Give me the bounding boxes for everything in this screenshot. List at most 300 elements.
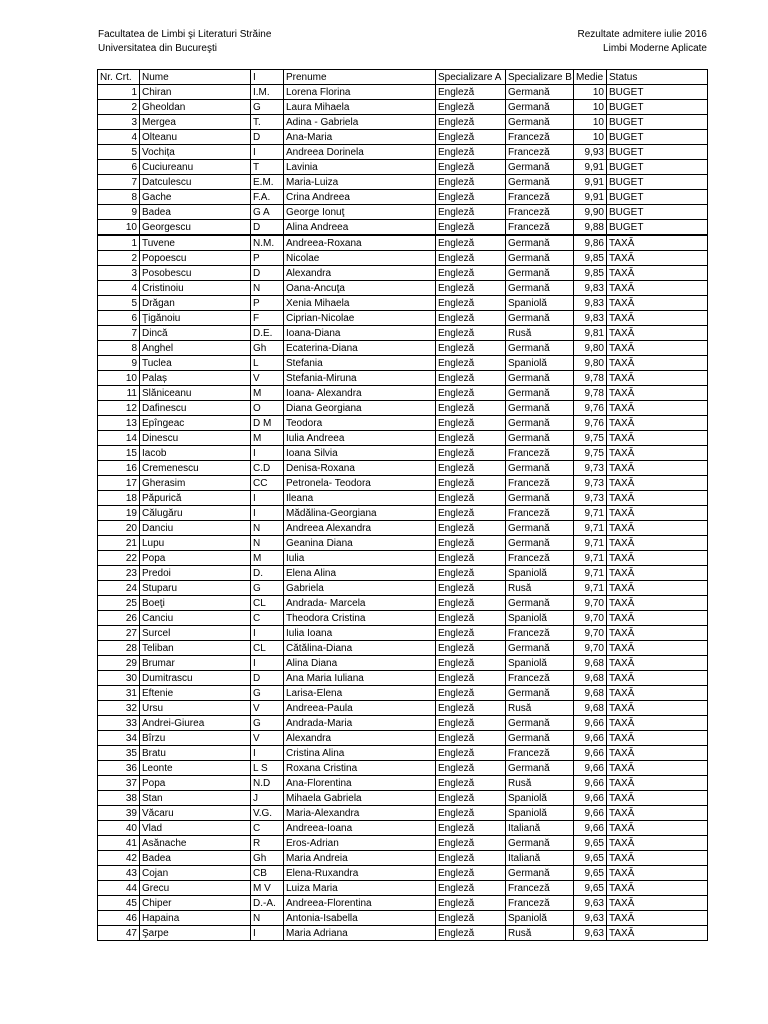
row-number-cell: 41: [98, 836, 140, 851]
status-cell: TAXĂ: [607, 701, 708, 716]
initial-cell: R: [251, 836, 284, 851]
column-header: Nr. Crt.: [98, 70, 140, 85]
specialization-b-cell: Spaniolă: [506, 656, 574, 671]
initial-cell: N: [251, 536, 284, 551]
last-name-cell: Dinescu: [140, 431, 251, 446]
row-number-cell: 42: [98, 851, 140, 866]
row-number-cell: 18: [98, 491, 140, 506]
specialization-a-cell: Engleză: [436, 791, 506, 806]
first-name-cell: Stefania-Miruna: [284, 371, 436, 386]
initial-cell: E.M.: [251, 175, 284, 190]
status-cell: TAXĂ: [607, 581, 708, 596]
specialization-a-cell: Engleză: [436, 476, 506, 491]
status-cell: TAXĂ: [607, 356, 708, 371]
specialization-a-cell: Engleză: [436, 461, 506, 476]
first-name-cell: Iulia Andreea: [284, 431, 436, 446]
table-row: [98, 491, 708, 506]
specialization-b-cell: Germană: [506, 281, 574, 296]
status-cell: BUGET: [607, 85, 708, 100]
first-name-cell: Andreea Alexandra: [284, 521, 436, 536]
last-name-cell: Boeţi: [140, 596, 251, 611]
initial-cell: D: [251, 266, 284, 281]
average-grade-cell: 9,70: [574, 626, 607, 641]
row-number-cell: 20: [98, 521, 140, 536]
specialization-a-cell: Engleză: [436, 100, 506, 115]
status-cell: TAXĂ: [607, 746, 708, 761]
table-row: [98, 281, 708, 296]
average-grade-cell: 9,80: [574, 356, 607, 371]
specialization-a-cell: Engleză: [436, 281, 506, 296]
last-name-cell: Leonte: [140, 761, 251, 776]
average-grade-cell: 9,85: [574, 251, 607, 266]
status-cell: TAXĂ: [607, 521, 708, 536]
average-grade-cell: 9,75: [574, 446, 607, 461]
initial-cell: D.-A.: [251, 896, 284, 911]
last-name-cell: Tuclea: [140, 356, 251, 371]
table-row: [98, 266, 708, 281]
specialization-b-cell: Franceză: [506, 446, 574, 461]
table-row: [98, 761, 708, 776]
specialization-a-cell: Engleză: [436, 205, 506, 220]
document-title: Rezultate admitere iulie 2016: [577, 29, 707, 40]
specialization-a-cell: Engleză: [436, 386, 506, 401]
initial-cell: M: [251, 551, 284, 566]
specialization-a-cell: Engleză: [436, 85, 506, 100]
specialization-b-cell: Spaniolă: [506, 356, 574, 371]
specialization-b-cell: Germană: [506, 641, 574, 656]
initial-cell: I: [251, 491, 284, 506]
average-grade-cell: 9,71: [574, 536, 607, 551]
average-grade-cell: 9,91: [574, 160, 607, 175]
last-name-cell: Badea: [140, 205, 251, 220]
average-grade-cell: 9,70: [574, 611, 607, 626]
first-name-cell: Andreea-Ioana: [284, 821, 436, 836]
initial-cell: P: [251, 296, 284, 311]
last-name-cell: Datculescu: [140, 175, 251, 190]
initial-cell: V: [251, 701, 284, 716]
specialization-b-cell: Franceză: [506, 220, 574, 236]
specialization-b-cell: Germană: [506, 431, 574, 446]
initial-cell: Gh: [251, 341, 284, 356]
initial-cell: P: [251, 251, 284, 266]
first-name-cell: Larisa-Elena: [284, 686, 436, 701]
specialization-b-cell: Germană: [506, 311, 574, 326]
initial-cell: D: [251, 130, 284, 145]
specialization-a-cell: Engleză: [436, 401, 506, 416]
last-name-cell: Lupu: [140, 536, 251, 551]
column-header: Specializare B: [506, 70, 574, 85]
last-name-cell: Palaș: [140, 371, 251, 386]
initial-cell: D.E.: [251, 326, 284, 341]
row-number-cell: 30: [98, 671, 140, 686]
average-grade-cell: 9,70: [574, 596, 607, 611]
initial-cell: N.M.: [251, 235, 284, 251]
table-body: [98, 85, 708, 941]
first-name-cell: Maria-Alexandra: [284, 806, 436, 821]
first-name-cell: Maria Andreia: [284, 851, 436, 866]
initial-cell: C: [251, 611, 284, 626]
last-name-cell: Gheoldan: [140, 100, 251, 115]
first-name-cell: Nicolae: [284, 251, 436, 266]
specialization-b-cell: Italiană: [506, 821, 574, 836]
table-row: [98, 731, 708, 746]
row-number-cell: 27: [98, 626, 140, 641]
initial-cell: I: [251, 656, 284, 671]
initial-cell: I.M.: [251, 85, 284, 100]
first-name-cell: Ana-Florentina: [284, 776, 436, 791]
status-cell: TAXĂ: [607, 416, 708, 431]
initial-cell: G: [251, 100, 284, 115]
specialization-b-cell: Franceză: [506, 476, 574, 491]
row-number-cell: 29: [98, 656, 140, 671]
status-cell: TAXĂ: [607, 311, 708, 326]
average-grade-cell: 9,66: [574, 791, 607, 806]
specialization-b-cell: Germană: [506, 160, 574, 175]
status-cell: TAXĂ: [607, 446, 708, 461]
table-row: [98, 806, 708, 821]
last-name-cell: Popa: [140, 776, 251, 791]
initial-cell: T.: [251, 115, 284, 130]
average-grade-cell: 9,80: [574, 341, 607, 356]
specialization-a-cell: Engleză: [436, 701, 506, 716]
status-cell: TAXĂ: [607, 671, 708, 686]
row-number-cell: 10: [98, 371, 140, 386]
specialization-b-cell: Germană: [506, 371, 574, 386]
initial-cell: O: [251, 401, 284, 416]
specialization-a-cell: Engleză: [436, 731, 506, 746]
first-name-cell: Luiza Maria: [284, 881, 436, 896]
average-grade-cell: 9,85: [574, 266, 607, 281]
specialization-b-cell: Germană: [506, 416, 574, 431]
average-grade-cell: 9,71: [574, 551, 607, 566]
row-number-cell: 2: [98, 100, 140, 115]
specialization-b-cell: Germană: [506, 115, 574, 130]
specialization-a-cell: Engleză: [436, 671, 506, 686]
table-row: [98, 641, 708, 656]
specialization-a-cell: Engleză: [436, 446, 506, 461]
table-row: [98, 596, 708, 611]
last-name-cell: Ţigănoiu: [140, 311, 251, 326]
average-grade-cell: 10: [574, 130, 607, 145]
table-row: [98, 866, 708, 881]
average-grade-cell: 9,83: [574, 296, 607, 311]
table-row: [98, 85, 708, 100]
status-cell: TAXĂ: [607, 806, 708, 821]
first-name-cell: Adina - Gabriela: [284, 115, 436, 130]
table-row: [98, 461, 708, 476]
status-cell: TAXĂ: [607, 626, 708, 641]
table-row: [98, 326, 708, 341]
last-name-cell: Cuciureanu: [140, 160, 251, 175]
table-row: [98, 251, 708, 266]
specialization-a-cell: Engleză: [436, 581, 506, 596]
specialization-a-cell: Engleză: [436, 130, 506, 145]
specialization-a-cell: Engleză: [436, 911, 506, 926]
specialization-b-cell: Franceză: [506, 145, 574, 160]
status-cell: TAXĂ: [607, 431, 708, 446]
specialization-b-cell: Rusă: [506, 701, 574, 716]
first-name-cell: Oana-Ancuţa: [284, 281, 436, 296]
status-cell: BUGET: [607, 130, 708, 145]
specialization-a-cell: Engleză: [436, 326, 506, 341]
row-number-cell: 45: [98, 896, 140, 911]
status-cell: BUGET: [607, 190, 708, 205]
average-grade-cell: 9,66: [574, 821, 607, 836]
table-row: [98, 566, 708, 581]
average-grade-cell: 9,88: [574, 220, 607, 236]
row-number-cell: 43: [98, 866, 140, 881]
status-cell: TAXĂ: [607, 776, 708, 791]
initial-cell: L S: [251, 761, 284, 776]
average-grade-cell: 10: [574, 115, 607, 130]
specialization-b-cell: Franceză: [506, 205, 574, 220]
row-number-cell: 44: [98, 881, 140, 896]
first-name-cell: Alexandra: [284, 266, 436, 281]
row-number-cell: 11: [98, 386, 140, 401]
initial-cell: C: [251, 821, 284, 836]
last-name-cell: Georgescu: [140, 220, 251, 236]
specialization-a-cell: Engleză: [436, 296, 506, 311]
row-number-cell: 40: [98, 821, 140, 836]
row-number-cell: 23: [98, 566, 140, 581]
row-number-cell: 14: [98, 431, 140, 446]
table-row: [98, 190, 708, 205]
initial-cell: M: [251, 386, 284, 401]
status-cell: TAXĂ: [607, 911, 708, 926]
specialization-b-cell: Spaniolă: [506, 566, 574, 581]
last-name-cell: Dafinescu: [140, 401, 251, 416]
average-grade-cell: 9,83: [574, 281, 607, 296]
status-cell: TAXĂ: [607, 896, 708, 911]
first-name-cell: Elena-Ruxandra: [284, 866, 436, 881]
row-number-cell: 3: [98, 115, 140, 130]
first-name-cell: Andreea Dorinela: [284, 145, 436, 160]
specialization-b-cell: Franceză: [506, 626, 574, 641]
status-cell: TAXĂ: [607, 566, 708, 581]
row-number-cell: 2: [98, 251, 140, 266]
specialization-b-cell: Germană: [506, 175, 574, 190]
specialization-b-cell: Germană: [506, 731, 574, 746]
average-grade-cell: 9,91: [574, 175, 607, 190]
table-row: [98, 160, 708, 175]
first-name-cell: Ana-Maria: [284, 130, 436, 145]
last-name-cell: Hapaina: [140, 911, 251, 926]
initial-cell: L: [251, 356, 284, 371]
row-number-cell: 5: [98, 145, 140, 160]
average-grade-cell: 9,68: [574, 701, 607, 716]
table-row: [98, 145, 708, 160]
table-row: [98, 851, 708, 866]
last-name-cell: Vlad: [140, 821, 251, 836]
status-cell: TAXĂ: [607, 851, 708, 866]
specialization-b-cell: Rusă: [506, 326, 574, 341]
average-grade-cell: 9,81: [574, 326, 607, 341]
last-name-cell: Dincă: [140, 326, 251, 341]
status-cell: TAXĂ: [607, 731, 708, 746]
specialization-a-cell: Engleză: [436, 145, 506, 160]
average-grade-cell: 9,76: [574, 401, 607, 416]
table-row: [98, 521, 708, 536]
specialization-a-cell: Engleză: [436, 866, 506, 881]
average-grade-cell: 9,73: [574, 476, 607, 491]
first-name-cell: Andreea-Paula: [284, 701, 436, 716]
average-grade-cell: 9,75: [574, 431, 607, 446]
initial-cell: N: [251, 281, 284, 296]
initial-cell: V: [251, 731, 284, 746]
average-grade-cell: 9,63: [574, 896, 607, 911]
average-grade-cell: 9,90: [574, 205, 607, 220]
specialization-a-cell: Engleză: [436, 821, 506, 836]
specialization-a-cell: Engleză: [436, 551, 506, 566]
table-row: [98, 746, 708, 761]
last-name-cell: Teliban: [140, 641, 251, 656]
initial-cell: D M: [251, 416, 284, 431]
first-name-cell: Mihaela Gabriela: [284, 791, 436, 806]
last-name-cell: Badea: [140, 851, 251, 866]
row-number-cell: 17: [98, 476, 140, 491]
initial-cell: I: [251, 746, 284, 761]
row-number-cell: 15: [98, 446, 140, 461]
status-cell: TAXĂ: [607, 281, 708, 296]
specialization-a-cell: Engleză: [436, 881, 506, 896]
row-number-cell: 10: [98, 220, 140, 236]
row-number-cell: 31: [98, 686, 140, 701]
initial-cell: CC: [251, 476, 284, 491]
last-name-cell: Cojan: [140, 866, 251, 881]
status-cell: TAXĂ: [607, 341, 708, 356]
last-name-cell: Eftenie: [140, 686, 251, 701]
specialization-a-cell: Engleză: [436, 266, 506, 281]
first-name-cell: Cristina Alina: [284, 746, 436, 761]
table-row: [98, 716, 708, 731]
specialization-b-cell: Germană: [506, 401, 574, 416]
table-row: [98, 296, 708, 311]
status-cell: TAXĂ: [607, 611, 708, 626]
average-grade-cell: 9,65: [574, 851, 607, 866]
average-grade-cell: 10: [574, 100, 607, 115]
table-row: [98, 686, 708, 701]
average-grade-cell: 9,63: [574, 926, 607, 941]
specialization-a-cell: Engleză: [436, 851, 506, 866]
initial-cell: G: [251, 581, 284, 596]
specialization-b-cell: Germană: [506, 761, 574, 776]
specialization-a-cell: Engleză: [436, 190, 506, 205]
first-name-cell: Elena Alina: [284, 566, 436, 581]
initial-cell: D: [251, 671, 284, 686]
specialization-b-cell: Germană: [506, 386, 574, 401]
average-grade-cell: 9,91: [574, 190, 607, 205]
specialization-b-cell: Germană: [506, 461, 574, 476]
specialization-b-cell: Germană: [506, 341, 574, 356]
first-name-cell: Iulia Ioana: [284, 626, 436, 641]
initial-cell: T: [251, 160, 284, 175]
last-name-cell: Tuvene: [140, 235, 251, 251]
table-row: [98, 911, 708, 926]
first-name-cell: Laura Mihaela: [284, 100, 436, 115]
status-cell: TAXĂ: [607, 461, 708, 476]
last-name-cell: Iacob: [140, 446, 251, 461]
status-cell: TAXĂ: [607, 596, 708, 611]
last-name-cell: Drăgan: [140, 296, 251, 311]
initial-cell: I: [251, 926, 284, 941]
initial-cell: I: [251, 145, 284, 160]
last-name-cell: Danciu: [140, 521, 251, 536]
university-name: Universitatea din Bucureşti: [98, 43, 217, 54]
table-row: [98, 115, 708, 130]
table-row: [98, 551, 708, 566]
average-grade-cell: 9,78: [574, 371, 607, 386]
specialization-b-cell: Franceză: [506, 896, 574, 911]
specialization-b-cell: Franceză: [506, 746, 574, 761]
table-row: [98, 311, 708, 326]
row-number-cell: 5: [98, 296, 140, 311]
row-number-cell: 13: [98, 416, 140, 431]
first-name-cell: Lavinia: [284, 160, 436, 175]
row-number-cell: 46: [98, 911, 140, 926]
specialization-b-cell: Italiană: [506, 851, 574, 866]
row-number-cell: 28: [98, 641, 140, 656]
specialization-b-cell: Franceză: [506, 671, 574, 686]
table-row: [98, 431, 708, 446]
initial-cell: D: [251, 220, 284, 236]
average-grade-cell: 9,68: [574, 686, 607, 701]
table-row: [98, 821, 708, 836]
specialization-b-cell: Germană: [506, 866, 574, 881]
first-name-cell: Xenia Mihaela: [284, 296, 436, 311]
specialization-b-cell: Franceză: [506, 130, 574, 145]
initial-cell: I: [251, 506, 284, 521]
first-name-cell: Ioana- Alexandra: [284, 386, 436, 401]
specialization-a-cell: Engleză: [436, 566, 506, 581]
status-cell: TAXĂ: [607, 716, 708, 731]
initial-cell: F.A.: [251, 190, 284, 205]
initial-cell: D.: [251, 566, 284, 581]
specialization-b-cell: Germană: [506, 836, 574, 851]
table-row: [98, 205, 708, 220]
specialization-a-cell: Engleză: [436, 896, 506, 911]
last-name-cell: Popoescu: [140, 251, 251, 266]
first-name-cell: Roxana Cristina: [284, 761, 436, 776]
row-number-cell: 4: [98, 130, 140, 145]
first-name-cell: Ana Maria Iuliana: [284, 671, 436, 686]
initial-cell: G: [251, 686, 284, 701]
specialization-b-cell: Franceză: [506, 881, 574, 896]
initial-cell: V: [251, 371, 284, 386]
first-name-cell: Crina Andreea: [284, 190, 436, 205]
last-name-cell: Slăniceanu: [140, 386, 251, 401]
first-name-cell: Maria-Luiza: [284, 175, 436, 190]
table-row: [98, 476, 708, 491]
first-name-cell: Gabriela: [284, 581, 436, 596]
initial-cell: Gh: [251, 851, 284, 866]
initial-cell: F: [251, 311, 284, 326]
specialization-a-cell: Engleză: [436, 641, 506, 656]
status-cell: TAXĂ: [607, 866, 708, 881]
average-grade-cell: 9,73: [574, 491, 607, 506]
column-header: Prenume: [284, 70, 436, 85]
table-row: [98, 100, 708, 115]
specialization-a-cell: Engleză: [436, 611, 506, 626]
specialization-a-cell: Engleză: [436, 175, 506, 190]
first-name-cell: Antonia-Isabella: [284, 911, 436, 926]
initial-cell: J: [251, 791, 284, 806]
specialization-b-cell: Rusă: [506, 581, 574, 596]
average-grade-cell: 9,66: [574, 761, 607, 776]
specialization-a-cell: Engleză: [436, 160, 506, 175]
average-grade-cell: 9,66: [574, 716, 607, 731]
last-name-cell: Bîrzu: [140, 731, 251, 746]
status-cell: TAXĂ: [607, 251, 708, 266]
